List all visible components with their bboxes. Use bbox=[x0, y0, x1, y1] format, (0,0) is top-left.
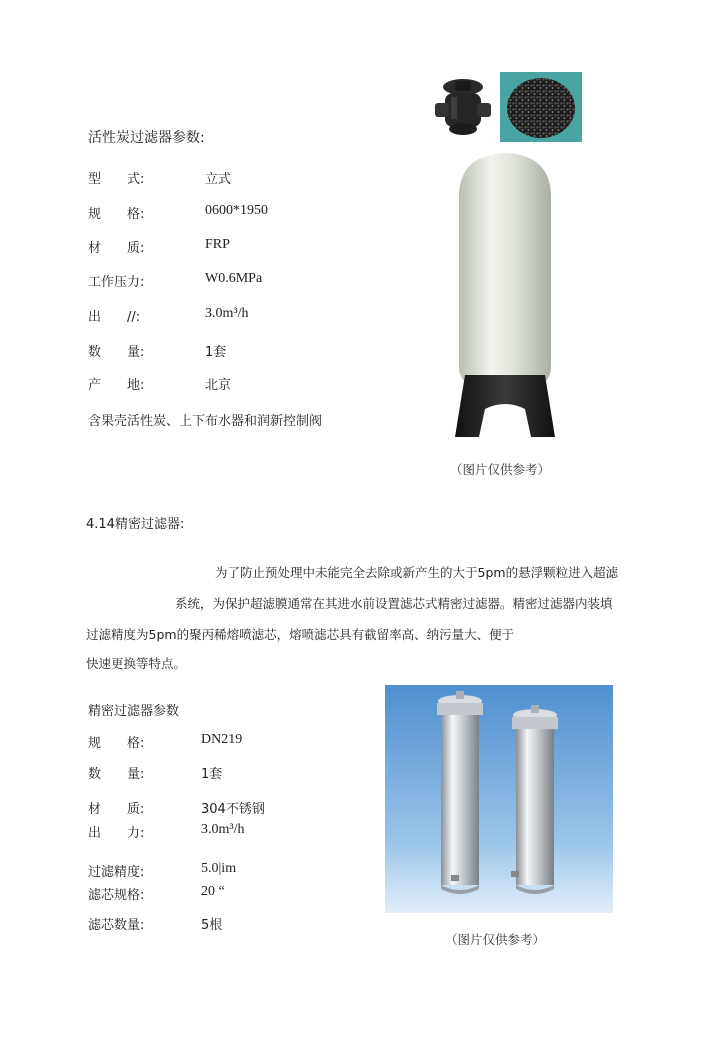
section2-heading: 4.14精密过滤器: bbox=[86, 517, 185, 532]
paragraph-line: 系统，为保护超滤膜通常在其进水前设置滤芯式精密过滤器。精密过滤器内装填 bbox=[175, 596, 613, 611]
paragraph-line: 过滤精度为5pm的聚丙稀熔喷滤芯，熔喷滤芯具有截留率高、纳污量大、便于 bbox=[86, 627, 515, 642]
section2-caption: （图片仅供参考） bbox=[445, 932, 546, 947]
param-value: 3.0m³/h bbox=[205, 306, 249, 321]
section1-note: 含果壳活性炭、上下布水器和润新控制阀 bbox=[88, 414, 323, 429]
param-value: 北京 bbox=[205, 378, 232, 393]
param-key: 材 质: bbox=[88, 802, 145, 817]
activated-carbon-image bbox=[500, 72, 582, 142]
param-key: 产 地: bbox=[88, 378, 145, 393]
param-key: 滤芯规格: bbox=[88, 888, 145, 903]
precision-filter-image bbox=[385, 685, 613, 913]
param-key: 出 力: bbox=[88, 826, 145, 841]
param-key: 工作压力: bbox=[88, 275, 145, 290]
param-key: 滤芯数量: bbox=[88, 918, 145, 933]
param-key: 数 量: bbox=[88, 767, 145, 782]
param-key: 规 格: bbox=[88, 736, 145, 751]
section1-caption: （图片仅供参考） bbox=[450, 462, 551, 477]
paragraph-line: 为了防止预处理中未能完全去除或新产生的大于5pm的悬浮颗粒进入超滤 bbox=[215, 565, 619, 580]
paragraph-line: 快速更换等特点。 bbox=[86, 656, 187, 671]
param-value: 1套 bbox=[205, 345, 227, 360]
param-value: 1套 bbox=[201, 767, 223, 782]
param-key: 规 格: bbox=[88, 207, 145, 222]
param-key: 过滤精度: bbox=[88, 865, 145, 880]
param-value: 5.0|im bbox=[201, 861, 237, 876]
frp-tank-image bbox=[445, 147, 565, 442]
param-key: 材 质: bbox=[88, 241, 145, 256]
param-value: 0600*1950 bbox=[205, 203, 268, 218]
param-value: 20 “ bbox=[201, 884, 225, 899]
param-value: 5根 bbox=[201, 918, 223, 933]
param-value: FRP bbox=[205, 237, 230, 252]
param-value: 立式 bbox=[205, 172, 232, 187]
param-value: 3.0m³/h bbox=[201, 822, 245, 837]
section1-title: 活性炭过滤器参数: bbox=[88, 130, 205, 146]
param-key: 型 式: bbox=[88, 172, 145, 187]
param-value: W0.6MPa bbox=[205, 271, 263, 286]
section2-params-title: 精密过滤器参数 bbox=[88, 704, 180, 719]
control-valve-image bbox=[431, 73, 495, 143]
param-key: 出 //: bbox=[88, 310, 141, 325]
param-key: 数 量: bbox=[88, 345, 145, 360]
param-value: DN219 bbox=[201, 732, 243, 747]
param-value: 304不锈钢 bbox=[201, 802, 265, 817]
